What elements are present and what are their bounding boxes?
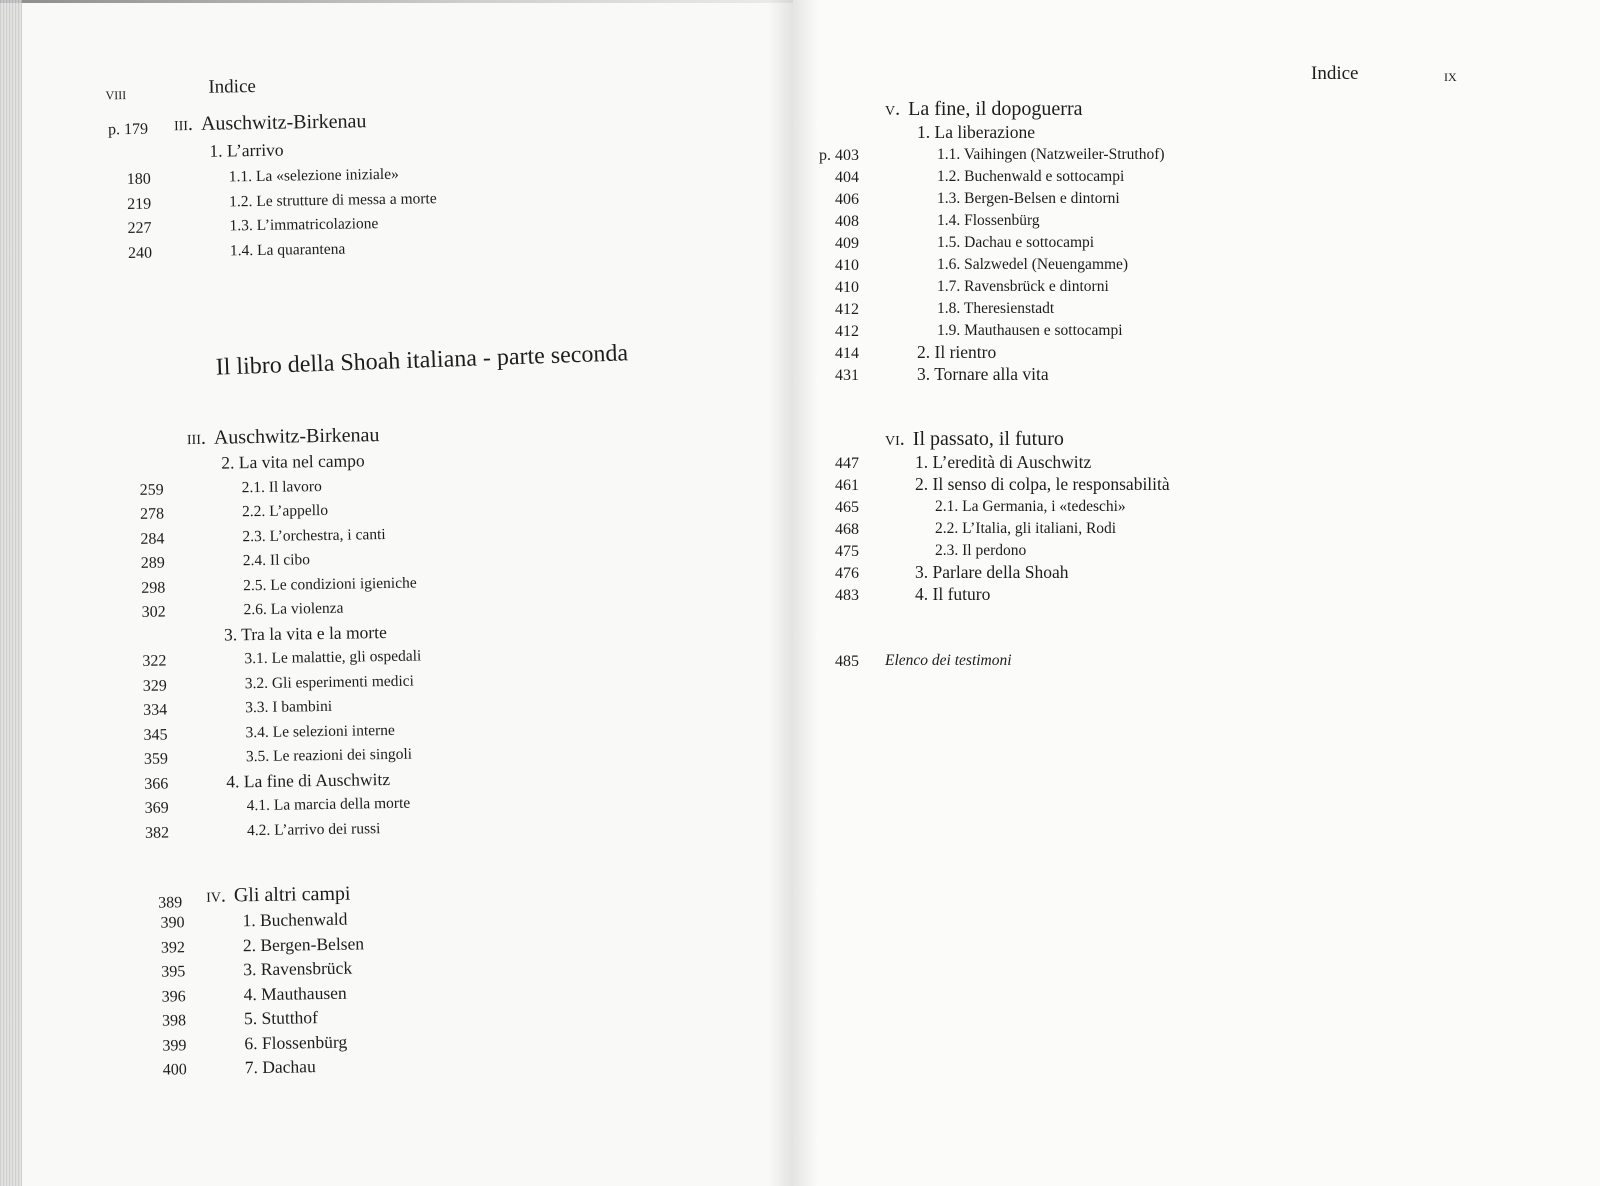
page-number: 240	[127, 244, 153, 262]
entry-title: Vaihingen (Natzweiler-Struthof)	[963, 146, 1165, 163]
chapter-title: Auschwitz-Birkenau	[213, 424, 380, 449]
section-entry	[243, 958, 352, 981]
chapter-roman: iii.	[173, 112, 194, 136]
entry-title: La quarantena	[256, 240, 346, 259]
entry-title: L’Italia, gli italiani, Rodi	[962, 520, 1117, 537]
entry-title: Tornare alla vita	[934, 364, 1049, 384]
page-number: 431	[835, 367, 859, 384]
entry-number: 4.	[243, 983, 257, 1004]
subsection-entry	[245, 721, 395, 741]
entry-number: 2.3.	[935, 542, 959, 559]
page-number: 404	[835, 169, 859, 186]
subsection-entry	[245, 698, 332, 717]
entry-title: Dachau	[262, 1056, 316, 1078]
subsection-entry	[937, 300, 1054, 318]
chapter-title: Auschwitz-Birkenau	[200, 110, 367, 135]
entry-title: Le strutture di messa a morte	[256, 189, 437, 210]
entry-title: Dachau e sottocampi	[964, 234, 1095, 251]
entry-title: Mauthausen	[260, 982, 347, 1004]
section-entry	[243, 982, 346, 1005]
subsection-entry	[243, 574, 417, 595]
page-number: 485	[835, 653, 859, 670]
entry-title: L’appello	[269, 501, 329, 520]
subsection-entry	[245, 672, 414, 693]
entry-number: 4.	[226, 770, 240, 792]
entry-number: 3.2.	[244, 674, 269, 692]
subsection-entry	[937, 322, 1123, 340]
chapter-roman: v.	[885, 98, 901, 120]
section-entry	[915, 452, 1091, 473]
page-number: 322	[142, 652, 167, 670]
chapter-title: Il passato, il futuro	[912, 428, 1064, 450]
page-number: 400	[162, 1061, 187, 1079]
entry-title: La Germania, i «tedeschi»	[962, 498, 1126, 515]
entry-number: 4.1.	[246, 796, 271, 815]
entry-number: 2.3.	[242, 527, 266, 545]
page-number: 447	[835, 455, 859, 472]
subsection-entry	[229, 190, 437, 211]
subsection-entry	[246, 746, 412, 767]
page-number: 369	[144, 799, 169, 817]
subsection-entry	[243, 551, 310, 570]
page-number: 408	[835, 213, 859, 230]
entry-number: 6.	[244, 1032, 258, 1053]
page-number: 412	[835, 323, 859, 340]
subsection-entry	[935, 520, 1116, 538]
chapter-roman: iii.	[186, 426, 207, 450]
page-number: 302	[141, 603, 166, 621]
entry-number: 2.6.	[243, 600, 267, 619]
entry-title: Bergen-Belsen	[260, 932, 365, 955]
entry-title: Stutthof	[261, 1007, 319, 1029]
page-number: 180	[126, 170, 151, 189]
folio-left: viii	[105, 84, 127, 104]
page-number: p. 403	[819, 147, 859, 164]
page-number: 345	[143, 725, 168, 744]
entry-title: L’orchestra, i canti	[269, 525, 386, 545]
entry-number: 3.	[917, 364, 931, 384]
page-number: 395	[161, 963, 186, 981]
subsection-entry	[937, 190, 1120, 208]
entry-number: 3.3.	[245, 698, 269, 717]
entry-title: Il cibo	[269, 551, 311, 569]
page-number: 298	[141, 578, 166, 597]
right-page	[793, 0, 1600, 1186]
entry-title: L’eredità di Auschwitz	[932, 452, 1092, 472]
entry-number: 1.1.	[228, 168, 253, 186]
page-number: 476	[835, 565, 859, 582]
page-number: 219	[127, 195, 152, 213]
entry-number: 2.2.	[241, 502, 266, 521]
entry-title: Gli esperimenti medici	[271, 672, 415, 692]
subsection-entry	[242, 478, 322, 497]
page-number: 412	[835, 301, 859, 318]
entry-title: La marcia della morte	[273, 794, 411, 814]
page-number: 278	[139, 505, 165, 523]
page-number: 410	[835, 279, 859, 296]
entry-title: I bambini	[272, 697, 333, 716]
page-number: 359	[143, 750, 169, 768]
entry-number: 1.7.	[937, 278, 961, 295]
folio-right: ix	[1444, 66, 1457, 85]
entry-title: Le condizioni igieniche	[270, 574, 417, 594]
entry-number: 3.	[223, 623, 238, 645]
page-number: 392	[160, 938, 186, 957]
entry-number: 1.3.	[937, 190, 961, 207]
entry-title: Bergen-Belsen e dintorni	[964, 190, 1120, 207]
subsection-entry	[242, 526, 385, 546]
subsection-entry	[937, 256, 1128, 274]
subsection-entry	[937, 146, 1165, 164]
entry-number: 2.1.	[935, 498, 959, 515]
subsection-entry	[935, 542, 1026, 560]
entry-number: 2.	[242, 934, 257, 955]
page-number: 398	[161, 1012, 187, 1030]
entry-title: Tra la vita e la morte	[241, 621, 387, 644]
entry-number: 1.8.	[937, 300, 961, 317]
entry-number: 2.4.	[242, 551, 267, 570]
entry-number: 3.	[243, 959, 257, 980]
subsection-entry	[229, 215, 378, 235]
entry-title: Flossenbürg	[261, 1031, 348, 1053]
entry-title: Buchenwald	[259, 908, 348, 931]
entry-number: 2.2.	[935, 520, 959, 537]
page-number: 284	[140, 529, 165, 548]
chapter-heading	[206, 883, 351, 908]
entry-number: 1.	[915, 452, 929, 472]
entry-title: La vita nel campo	[238, 450, 365, 473]
page-number: 227	[127, 219, 152, 238]
chapter-roman: iv.	[205, 884, 227, 907]
chapter-heading	[187, 424, 380, 450]
section-entry	[226, 768, 390, 792]
entry-number: 4.2.	[246, 821, 271, 839]
entry-number: 1.2.	[229, 192, 253, 210]
entry-title: Theresienstadt	[963, 300, 1055, 317]
page-number: 259	[139, 480, 164, 499]
entry-title: L’immatricolazione	[256, 215, 379, 234]
chapter-heading	[174, 110, 367, 136]
section-entry	[242, 909, 347, 932]
entry-number: 4.	[915, 584, 929, 604]
part-title: Il libro della Shoah italiana - parte seconda	[215, 340, 629, 381]
entry-number: 3.4.	[245, 723, 269, 741]
section-entry	[244, 1031, 347, 1054]
page-number: 396	[161, 987, 186, 1006]
entry-number: 1.3.	[229, 217, 253, 235]
entry-number: 2.	[917, 342, 931, 362]
entry-title: Il senso di colpa, le responsabilità	[932, 474, 1170, 494]
entry-title: Il rientro	[934, 342, 997, 362]
section-entry	[917, 342, 996, 363]
entry-number: 1.	[917, 122, 931, 142]
section-title: L’arrivo	[226, 139, 284, 161]
subsection-entry	[229, 166, 399, 187]
entry-title: Le selezioni interne	[272, 721, 396, 741]
entry-number: 3.1.	[244, 649, 268, 668]
appendix-title: Elenco dei testimoni	[885, 652, 1012, 669]
chapter-heading	[885, 428, 1064, 451]
entry-title: Mauthausen e sottocampi	[964, 322, 1123, 339]
section-entry	[224, 622, 387, 646]
page-number: 483	[835, 587, 859, 604]
chapter-heading	[885, 98, 1083, 121]
subsection-entry	[244, 647, 421, 668]
subsection-entry	[243, 600, 343, 620]
page-number: 406	[835, 191, 859, 208]
entry-number: 1.9.	[937, 322, 961, 339]
page-number: 382	[144, 823, 170, 842]
section-entry	[917, 122, 1035, 143]
page-number: 465	[835, 499, 859, 516]
chapter-roman: vi.	[885, 428, 905, 450]
entry-number: 1.4.	[937, 212, 961, 229]
section-entry	[221, 450, 365, 473]
entry-title: Il perdono	[962, 542, 1027, 559]
entry-title: Le malattie, gli ospedali	[271, 647, 422, 667]
section-entry	[245, 1056, 316, 1078]
entry-title: Ravensbrück	[260, 957, 353, 980]
subsection-entry	[937, 278, 1109, 296]
entry-number: 1.1.	[937, 146, 961, 163]
chapter-title: Gli altri campi	[233, 882, 351, 907]
entry-title: La liberazione	[934, 122, 1036, 142]
page-number: p. 179	[107, 120, 149, 139]
section-number: 1.	[209, 140, 223, 161]
page-number: 399	[162, 1036, 187, 1055]
page-number: 475	[835, 543, 859, 560]
subsection-entry	[247, 820, 381, 840]
section-entry	[244, 1007, 318, 1029]
left-page	[0, 0, 793, 1186]
entry-number: 2.1.	[241, 478, 266, 496]
entry-title: Buchenwald e sottocampi	[964, 168, 1125, 185]
chapter-title: La fine, il dopoguerra	[908, 98, 1083, 120]
section-entry	[209, 140, 284, 162]
entry-number: 5.	[243, 1008, 258, 1029]
entry-number: 1.	[242, 910, 256, 931]
left-page-content	[0, 0, 793, 1186]
subsection-entry	[230, 240, 346, 260]
subsection-entry	[937, 234, 1094, 252]
page-number: 329	[142, 676, 167, 695]
entry-number: 2.5.	[243, 576, 267, 594]
entry-title: Le reazioni dei singoli	[272, 745, 413, 765]
running-head-left: Indice	[208, 75, 257, 98]
entry-title: La violenza	[270, 599, 344, 618]
section-entry	[243, 933, 365, 956]
entry-number: 3.5.	[245, 747, 270, 766]
entry-number: 2.	[221, 452, 235, 473]
entry-title: Il lavoro	[268, 477, 322, 496]
page-number: 366	[144, 774, 169, 793]
entry-title: Il futuro	[932, 584, 991, 604]
page-number: 389	[158, 894, 183, 912]
page-number: 461	[835, 477, 859, 494]
entry-number: 7.	[244, 1057, 259, 1078]
entry-number: 1.6.	[937, 256, 961, 273]
subsection-entry	[242, 502, 328, 521]
section-entry	[917, 364, 1049, 385]
page-number: 334	[143, 701, 168, 719]
subsection-entry	[937, 168, 1124, 186]
subsection-entry	[937, 212, 1040, 230]
page-number: 468	[835, 521, 859, 538]
subsection-entry	[247, 795, 411, 816]
section-entry	[915, 584, 990, 605]
book-gutter	[768, 0, 818, 1186]
entry-number: 1.5.	[937, 234, 961, 251]
section-entry	[915, 562, 1069, 583]
entry-number: 1.2.	[937, 168, 961, 185]
entry-number: 2.	[915, 474, 929, 494]
entry-title: La fine di Auschwitz	[243, 768, 391, 791]
entry-number: 1.4.	[229, 241, 254, 259]
section-entry	[915, 474, 1170, 495]
page-number: 289	[140, 554, 165, 572]
entry-title: Parlare della Shoah	[932, 562, 1069, 582]
entry-title: La «selezione iniziale»	[255, 165, 399, 186]
page-number: 410	[835, 257, 859, 274]
page-number: 414	[835, 345, 859, 362]
entry-title: Flossenbürg	[964, 212, 1040, 229]
page-number: 390	[160, 914, 185, 932]
running-head-right: Indice	[1311, 63, 1359, 84]
entry-title: Salzwedel (Neuengamme)	[964, 256, 1129, 273]
subsection-entry	[935, 498, 1126, 516]
entry-title: L’arrivo dei russi	[274, 819, 381, 839]
entry-number: 3.	[915, 562, 929, 582]
page-number: 409	[835, 235, 859, 252]
entry-title: Ravensbrück e dintorni	[964, 278, 1109, 295]
